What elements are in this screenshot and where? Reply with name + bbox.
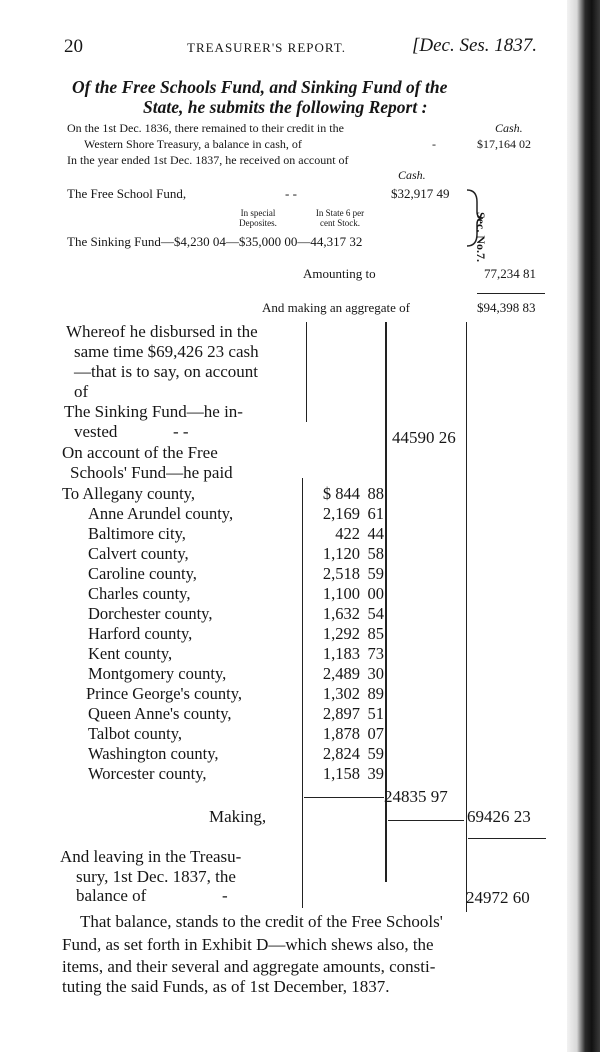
whereof-line2: same time $69,426 23 cash	[74, 342, 259, 361]
col-special-line2: Deposites.	[239, 218, 277, 228]
amount-dollars: 1,100	[322, 584, 360, 603]
county-amount	[306, 484, 386, 504]
county-amount	[306, 764, 386, 784]
aggregate-label: And making an aggregate of	[262, 300, 411, 315]
county-name: To Allegany county,	[62, 484, 195, 503]
whereof-line4: of	[74, 382, 89, 401]
amount-dollars: 1,878	[322, 724, 360, 743]
sinking-fund-line: The Sinking Fund—$4,230 04—$35,000 00—44,317 32	[67, 234, 363, 249]
county-name: Caroline county,	[88, 564, 197, 583]
county-name: Anne Arundel county,	[88, 504, 234, 523]
county-amount	[306, 684, 386, 704]
total-rule	[477, 293, 545, 294]
county-name: Talbot county,	[88, 724, 183, 743]
county-amount	[306, 644, 386, 664]
county-name: Dorchester county,	[88, 604, 213, 623]
county-name: Harford county,	[88, 624, 193, 643]
free-school-amount: $32,917 49	[391, 186, 450, 201]
amount-cents: 54	[367, 604, 384, 623]
county-name: Kent county,	[88, 644, 173, 663]
closing-line4: tuting the said Funds, as of 1st December, 1837.	[62, 977, 390, 996]
county-name: Worcester county,	[88, 764, 207, 783]
amount-dollars: 1,120	[322, 544, 360, 563]
free-fund-total: 24835 97	[384, 787, 448, 806]
balance-rule	[468, 838, 546, 839]
county-amount	[306, 704, 386, 724]
closing-line3: items, and their several and aggregate amounts, consti-	[62, 957, 436, 976]
margin-note: Sec. No.7.	[474, 212, 488, 262]
aggregate-value: $94,398 83	[477, 300, 536, 315]
amount-cents: 85	[367, 624, 384, 643]
county-total-rule	[304, 797, 384, 798]
cash-heading-2: Cash.	[398, 168, 426, 182]
col-rule-1	[306, 322, 307, 422]
leaving-dash: -	[222, 886, 228, 905]
intro-line3: In the year ended 1st Dec. 1837, he received on account of	[67, 153, 349, 167]
amount-cents: 89	[367, 684, 384, 703]
county-amount	[306, 544, 386, 564]
sinking-invested-amount: 44590 26	[392, 428, 456, 447]
free-fund-line1: On account of the Free	[62, 443, 218, 462]
county-amount	[306, 744, 386, 764]
amount-dollars: 2,897	[322, 704, 360, 723]
amount-cents: 51	[367, 704, 384, 723]
page-edge-binding	[567, 0, 600, 1052]
county-amount	[306, 584, 386, 604]
col-stock-line1: In State 6 per	[315, 208, 365, 218]
county-amount	[306, 604, 386, 624]
amount-dollars: 2,824	[322, 744, 360, 763]
county-amount	[306, 724, 386, 744]
leaving-line2: sury, 1st Dec. 1837, the	[76, 867, 236, 886]
running-title: TREASURER'S REPORT.	[187, 40, 347, 55]
amount-cents: 39	[367, 764, 384, 783]
sinking-invested-line2: vested	[74, 422, 118, 441]
free-school-dashes: - -	[285, 186, 297, 201]
county-name: Montgomery county,	[88, 664, 227, 683]
amount-dollars: 2,489	[322, 664, 360, 683]
amount-cents: 61	[367, 504, 384, 523]
county-amount	[306, 524, 386, 544]
county-name: Baltimore city,	[88, 524, 186, 543]
amount-dollars: 1,632	[322, 604, 360, 623]
closing-balance: 24972 60	[466, 888, 530, 907]
cash-heading: Cash.	[495, 121, 523, 135]
whereof-line1: Whereof he disbursed in the	[66, 322, 258, 341]
amount-cents: 58	[367, 544, 384, 563]
county-amount	[306, 664, 386, 684]
col-stock-line2: cent Stock.	[320, 218, 360, 228]
county-name: Calvert county,	[88, 544, 189, 563]
sinking-dashes: - -	[173, 422, 189, 441]
amounting-value: 77,234 81	[484, 266, 536, 281]
amount-cents: 73	[367, 644, 384, 663]
col-special-line1: In special	[240, 208, 276, 218]
col-special-deposits	[228, 208, 288, 228]
county-amount	[306, 624, 386, 644]
amount-cents: 30	[367, 664, 384, 683]
closing-line2: Fund, as set forth in Exhibit D—which shews also, the	[62, 935, 434, 954]
col-state-stock	[300, 208, 380, 228]
amount-dollars: 1,292	[322, 624, 360, 643]
report-heading-line2: State, he submits the following Report :	[143, 97, 428, 117]
county-name: Prince George's county,	[86, 684, 243, 703]
intro-line2: Western Shore Treasury, a balance in cash, of	[84, 137, 302, 151]
county-amount	[306, 564, 386, 584]
amount-dollars: 1,302	[322, 684, 360, 703]
making-rule	[388, 820, 464, 821]
making-label: Making,	[209, 807, 267, 826]
amount-cents: 07	[367, 724, 384, 743]
county-name: Washington county,	[88, 744, 219, 763]
free-school-fund-label: The Free School Fund,	[67, 186, 187, 201]
amount-dollars: 422	[335, 524, 360, 543]
amount-cents: 88	[367, 484, 384, 503]
whereof-line3: —that is to say, on account	[74, 362, 258, 381]
closing-line1: That balance, stands to the credit of the Free Schools'	[80, 912, 443, 931]
free-fund-line2: Schools' Fund—he paid	[70, 463, 233, 482]
county-name: Queen Anne's county,	[88, 704, 232, 723]
sinking-invested-line1: The Sinking Fund—he in-	[64, 402, 243, 421]
intro-dash: -	[432, 137, 436, 151]
leaving-line1: And leaving in the Treasu-	[60, 847, 242, 866]
page-number: 20	[64, 36, 83, 57]
amount-dollars: 1,158	[322, 764, 360, 783]
county-name: Charles county,	[88, 584, 191, 603]
intro-line1: On the 1st Dec. 1836, there remained to their credit in the	[67, 121, 344, 135]
amount-dollars: 1,183	[322, 644, 360, 663]
col-rule-2	[302, 478, 303, 908]
amount-dollars: $ 844	[322, 484, 360, 503]
amount-cents: 59	[367, 564, 384, 583]
county-amount	[306, 504, 386, 524]
making-total: 69426 23	[467, 807, 531, 826]
amounting-label: Amounting to	[303, 266, 376, 281]
session-label: [Dec. Ses. 1837.	[412, 35, 538, 56]
report-heading-line1: Of the Free Schools Fund, and Sinking Fund of the	[72, 77, 448, 97]
amount-cents: 59	[367, 744, 384, 763]
amount-dollars: 2,169	[322, 504, 360, 523]
leaving-line3: balance of	[76, 886, 147, 905]
amount-cents: 44	[367, 524, 384, 543]
opening-balance: $17,164 02	[477, 137, 531, 151]
amount-dollars: 2,518	[322, 564, 360, 583]
amount-cents: 00	[367, 584, 384, 603]
